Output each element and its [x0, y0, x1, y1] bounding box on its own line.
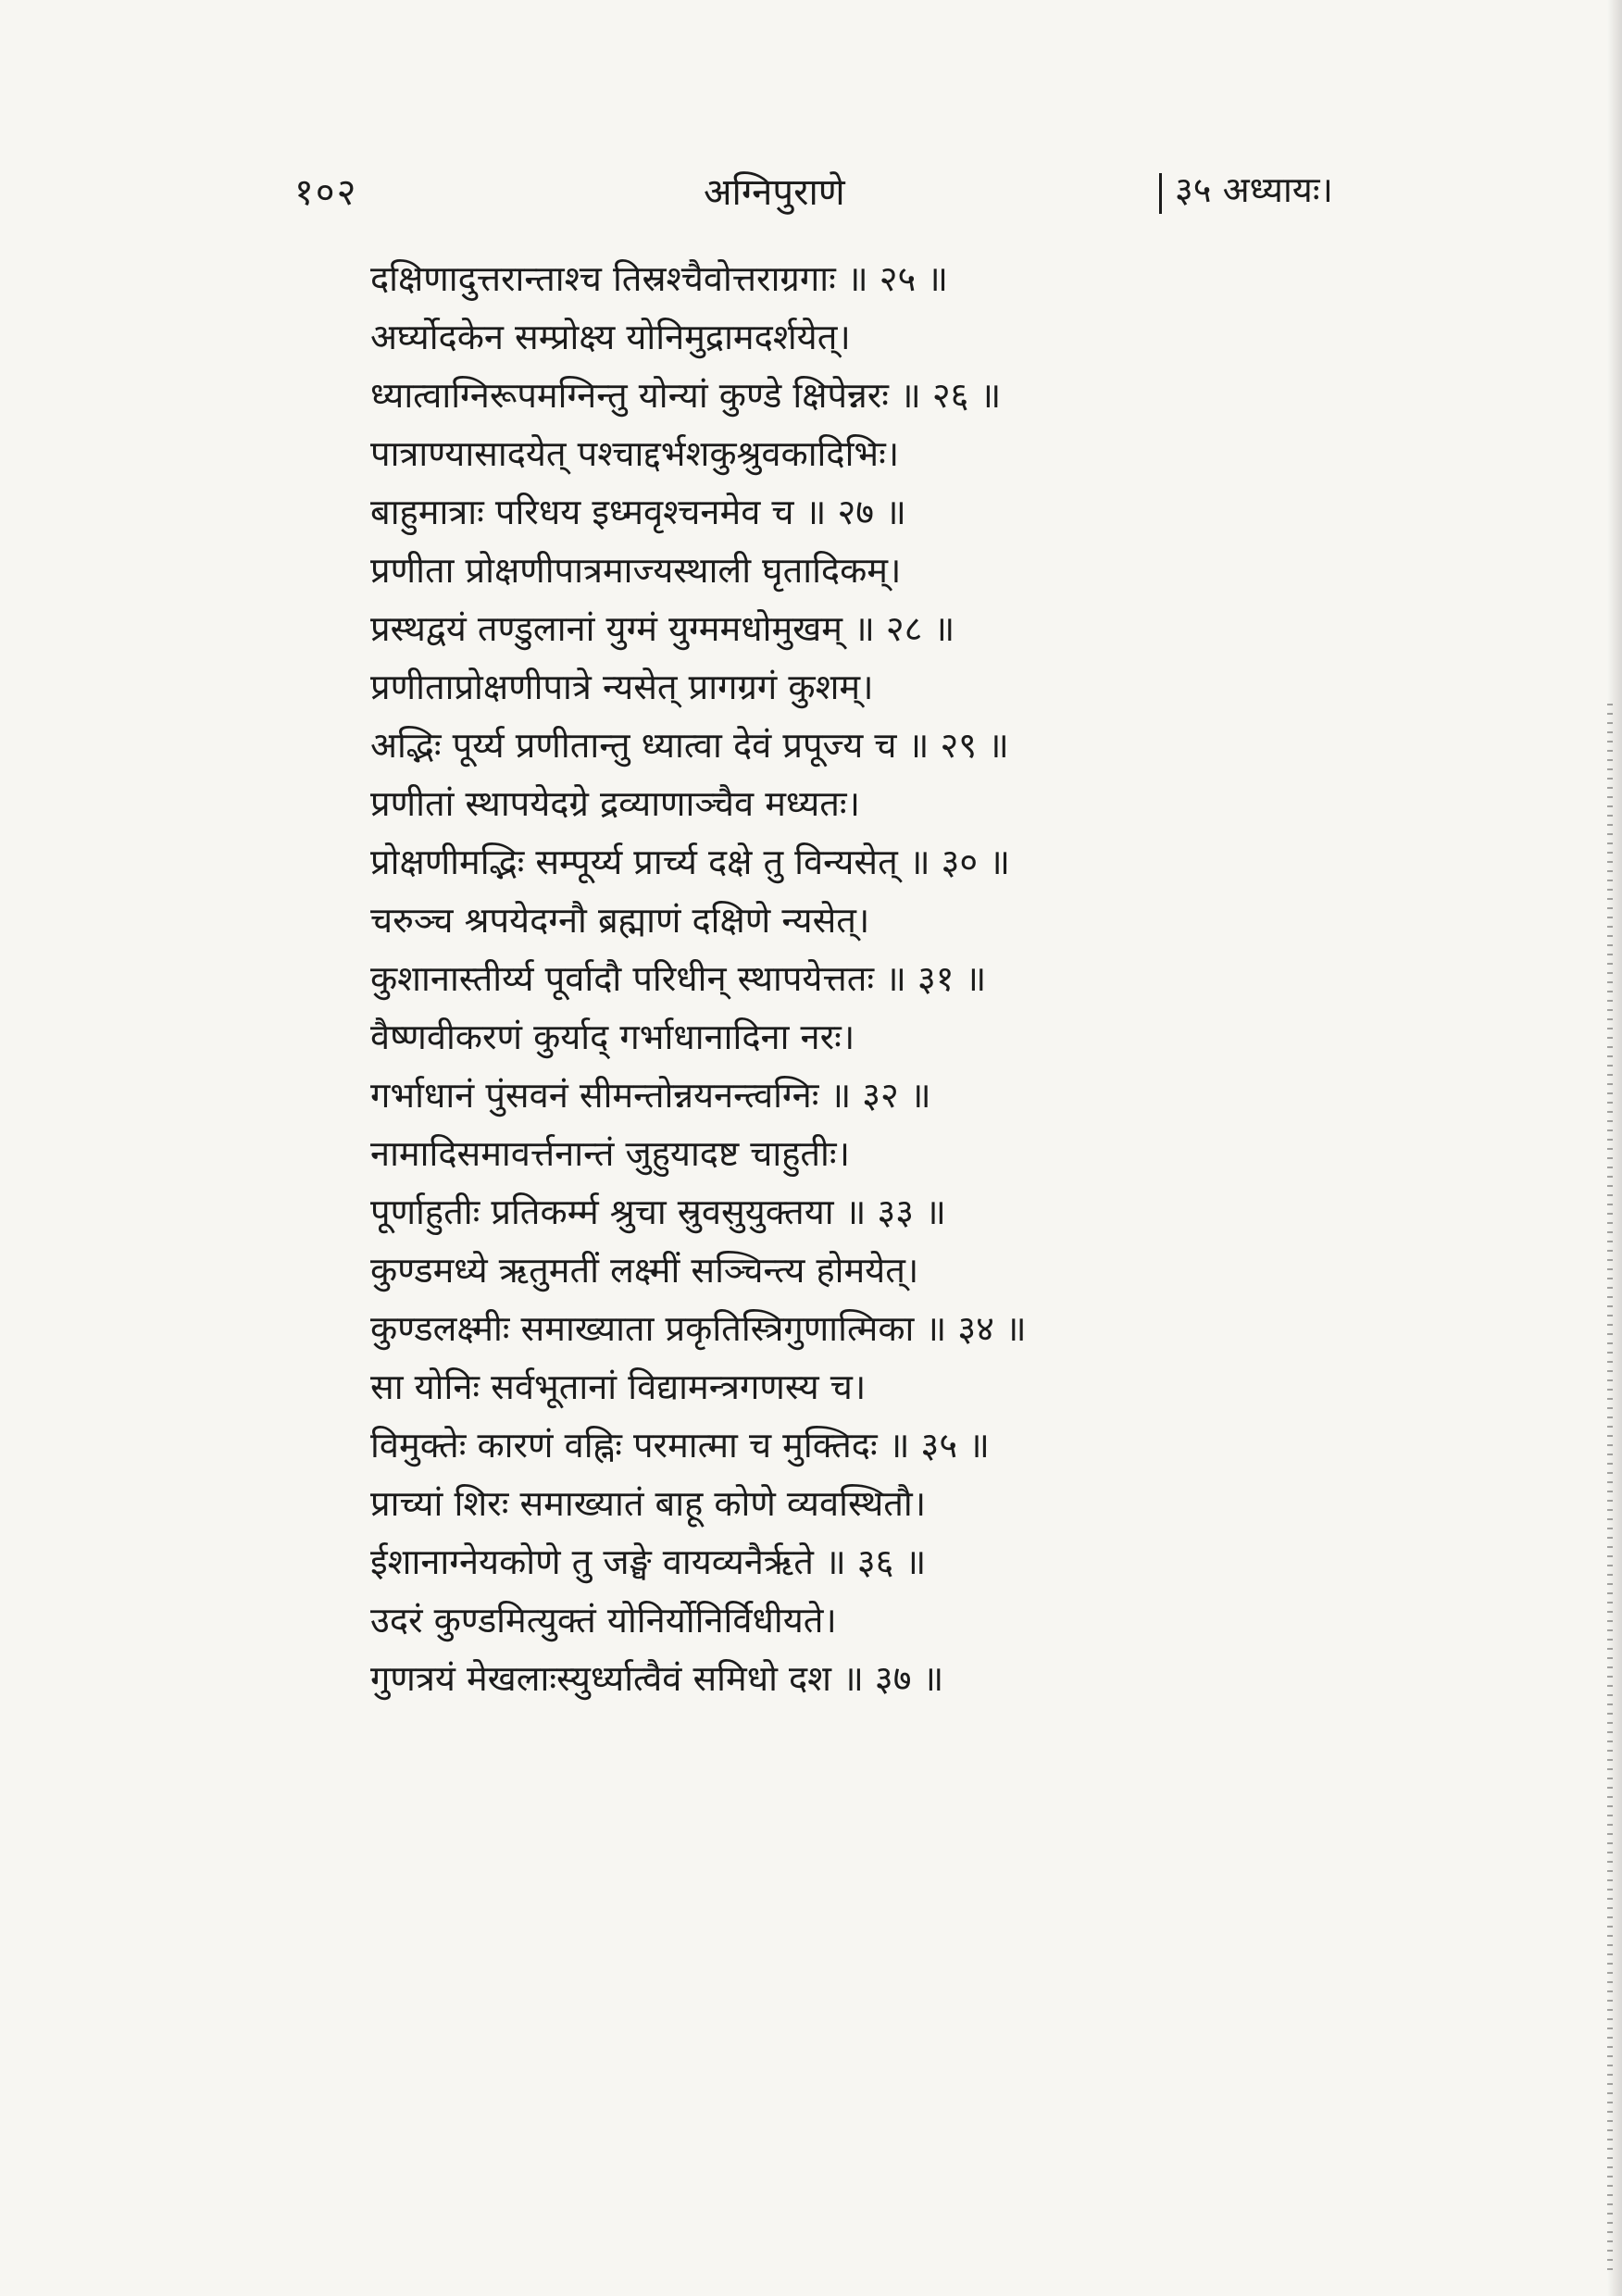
verse-line: अद्भिः पूर्य्य प्रणीतान्तु ध्यात्वा देवं प्रपूज्य च ॥ २९ ॥: [370, 725, 1009, 766]
verse-block: [370, 250, 1296, 1708]
verse-line: प्रोक्षणीमद्भिः सम्पूर्य्य प्रार्च्य दक्षे तु विन्यसेत् ॥ ३० ॥: [370, 842, 1011, 882]
header-divider: [1159, 173, 1162, 214]
verse-line: प्रणीता प्रोक्षणीपात्रमाज्यस्थाली घृतादिकम्।: [370, 550, 902, 591]
verse-line: दक्षिणादुत्तरान्ताश्च तिस्रश्चैवोत्तराग्रगाः ॥ २५ ॥: [370, 258, 949, 299]
verse-line: विमुक्तेः कारणं वह्निः परमात्मा च मुक्तिदः ॥ ३५ ॥: [370, 1425, 990, 1466]
page-number: १०२: [294, 171, 358, 214]
verse-line: गुणत्रयं मेखलाःस्युर्ध्यात्वैवं समिधो दश ॥ ३७ ॥: [370, 1658, 944, 1699]
chapter-label-text: ३५ अध्यायः।: [1175, 169, 1333, 210]
verse-line: पात्राण्यासादयेत् पश्चाद्दर्भशकुश्रुवकादिभिः।: [370, 433, 900, 474]
verse-line: अर्घ्योदकेन सम्प्रोक्ष्य योनिमुद्रामदर्शयेत्।: [370, 317, 851, 357]
verse-line: सा योनिः सर्वभूतानां विद्यामन्त्रगणस्य च।: [370, 1366, 867, 1407]
verse-line: चरुञ्च श्रपयेदग्नौ ब्रह्माणं दक्षिणे न्यसेत्।: [370, 900, 870, 941]
verse-line: नामादिसमावर्त्तनान्तं जुहुयादष्ट चाहुतीः।: [370, 1133, 850, 1174]
running-title: अग्निपुराणे: [704, 171, 845, 214]
verse-line: बाहुमात्राः परिधय इध्मवृश्चनमेव च ॥ २७ ॥: [370, 492, 906, 532]
verse-line: प्रणीताप्रोक्षणीपात्रे न्यसेत् प्रागग्रगं कुशम्।: [370, 667, 874, 707]
verse-line: प्रस्थद्वयं तण्डुलानां युग्मं युग्ममधोमुखम् ॥ २८ ॥: [370, 608, 955, 649]
verse-line: गर्भाधानं पुंसवनं सीमन्तोन्नयनन्त्वग्निः ॥ ३२ ॥: [370, 1075, 931, 1116]
verse-line: प्रणीतां स्थापयेदग्रे द्रव्याणाञ्चैव मध्यतः।: [370, 783, 860, 824]
binding-margin-marks: [1607, 704, 1613, 2277]
chapter-label: [1159, 165, 1333, 214]
verse-line: ध्यात्वाग्निरूपमग्निन्तु योन्यां कुण्डे क्षिपेन्नरः ॥ २६ ॥: [370, 375, 1002, 416]
verse-line: कुण्डमध्ये ऋतुमतीं लक्ष्मीं सञ्चिन्त्य होमयेत्।: [370, 1250, 919, 1291]
verse-line: वैष्णवीकरणं कुर्याद् गर्भाधानादिना नरः।: [370, 1017, 855, 1057]
verse-line: प्राच्यां शिरः समाख्यातं बाहू कोणे व्यवस्थितौ।: [370, 1483, 927, 1524]
verse-line: उदरं कुण्डमित्युक्तं योनिर्योनिर्विधीयते।: [370, 1600, 837, 1641]
verse-line: पूर्णाहुतीः प्रतिकर्म्म श्रुचा स्रुवसुयुक्तया ॥ ३३ ॥: [370, 1192, 946, 1232]
verse-line: कुण्डलक्ष्मीः समाख्याता प्रकृतिस्त्रिगुणात्मिका ॥ ३४ ॥: [370, 1308, 1027, 1349]
verse-line: ईशानाग्नेयकोणे तु जङ्घे वायव्यनैर्ऋते ॥ ३६ ॥: [370, 1541, 927, 1582]
verse-line: कुशानास्तीर्य्य पूर्वादौ परिधीन् स्थापयेत्ततः ॥ ३१ ॥: [370, 958, 987, 999]
